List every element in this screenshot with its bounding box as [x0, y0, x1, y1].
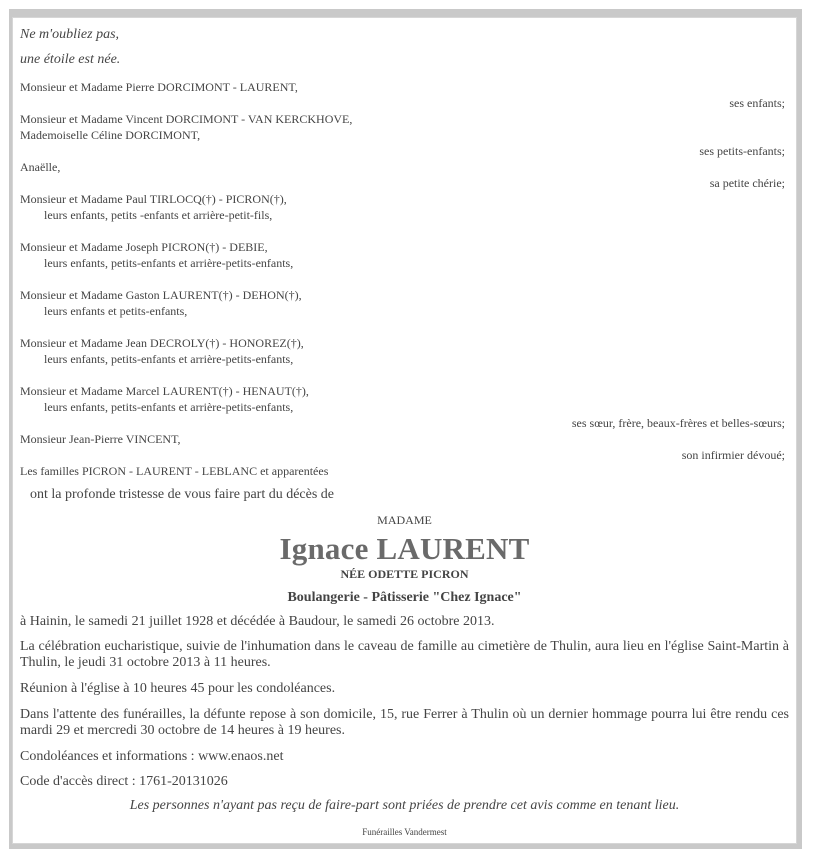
meeting-line: Réunion à l'église à 10 heures 45 pour les condoléances. [20, 681, 336, 696]
family-grandchildren-1: Monsieur et Madame Vincent DORCIMONT - VAN KERCKHOVE, [20, 112, 353, 126]
family-marcel-sub: leurs enfants, petits-enfants et arrière-petits-enfants, [44, 400, 294, 414]
family-anaelle: Anaëlle, [20, 160, 61, 174]
family-siblings-role: ses sœur, frère, beaux-frères et belles-sœurs; [571, 416, 785, 430]
family-vincent-role: son infirmier dévoué; [681, 448, 785, 462]
deceased-shop: Boulangerie - Pâtisserie "Chez Ignace" [287, 590, 522, 605]
family-marcel: Monsieur et Madame Marcel LAURENT(†) - HENAUT(†), [20, 384, 309, 398]
notice-line: Les personnes n'ayant pas reçu de faire-part sont priées de prendre cet avis comme en tenant lieu. [129, 798, 680, 813]
family-joseph-sub: leurs enfants, petits-enfants et arrière-petits-enfants, [44, 256, 294, 270]
ceremony-paragraph: La célébration eucharistique, suivie de l'inhumation dans le caveau de famille au cimetière de Thulin, aura lieu en l'église Saint-Martin à Thulin, le jeudi 31 octobre 2013 à 11 heures. [20, 639, 789, 670]
family-gaston-sub: leurs enfants et petits-enfants, [44, 304, 188, 318]
family-grandchildren-2: Mademoiselle Céline DORCIMONT, [20, 128, 201, 142]
family-tirlocq-sub: leurs enfants, petits -enfants et arrière-petit-fils, [44, 208, 273, 222]
family-joseph: Monsieur et Madame Joseph PICRON(†) - DEBIE, [20, 240, 268, 254]
funeral-home: Funérailles Vandermest [362, 827, 447, 837]
family-jean-sub: leurs enfants, petits-enfants et arrière-petits-enfants, [44, 352, 294, 366]
deceased-name: Ignace LAURENT [279, 531, 530, 566]
family-tirlocq: Monsieur et Madame Paul TIRLOCQ(†) - PICRON(†), [20, 192, 287, 206]
rest-paragraph: Dans l'attente des funérailles, la défunte repose à son domicile, 15, rue Ferrer à Thulin où un dernier hommage pourra lui être rendu ces mardi 29 et mercredi 30 octobre de 14 heures à 19 heures. [20, 707, 789, 738]
announcement-intro: ont la profonde tristesse de vous faire part du décès de [30, 487, 335, 502]
dates-line: à Hainin, le samedi 21 juillet 1928 et décédée à Baudour, le samedi 26 octobre 2013. [20, 614, 495, 629]
family-grandchildren-role: ses petits-enfants; [699, 144, 785, 158]
family-parents: Monsieur et Madame Pierre DORCIMONT - LAURENT, [20, 80, 298, 94]
access-code-line: Code d'accès direct : 1761-20131026 [20, 774, 228, 789]
obituary-card [12, 17, 797, 844]
deceased-birth-name: NÉE ODETTE PICRON [340, 567, 469, 581]
family-families: Les familles PICRON - LAURENT - LEBLANC et apparentées [20, 464, 329, 478]
family-parents-role: ses enfants; [729, 96, 785, 110]
family-anaelle-role: sa petite chérie; [709, 176, 785, 190]
family-jean: Monsieur et Madame Jean DECROLY(†) - HONOREZ(†), [20, 336, 304, 350]
header-line-1: Ne m'oubliez pas, [20, 27, 120, 42]
condolences-line: Condoléances et informations : www.enaos.net [20, 749, 284, 764]
deceased-title: MADAME [377, 513, 432, 527]
header-line-2: une étoile est née. [20, 52, 121, 67]
family-gaston: Monsieur et Madame Gaston LAURENT(†) - DEHON(†), [20, 288, 302, 302]
family-vincent: Monsieur Jean-Pierre VINCENT, [20, 432, 181, 446]
